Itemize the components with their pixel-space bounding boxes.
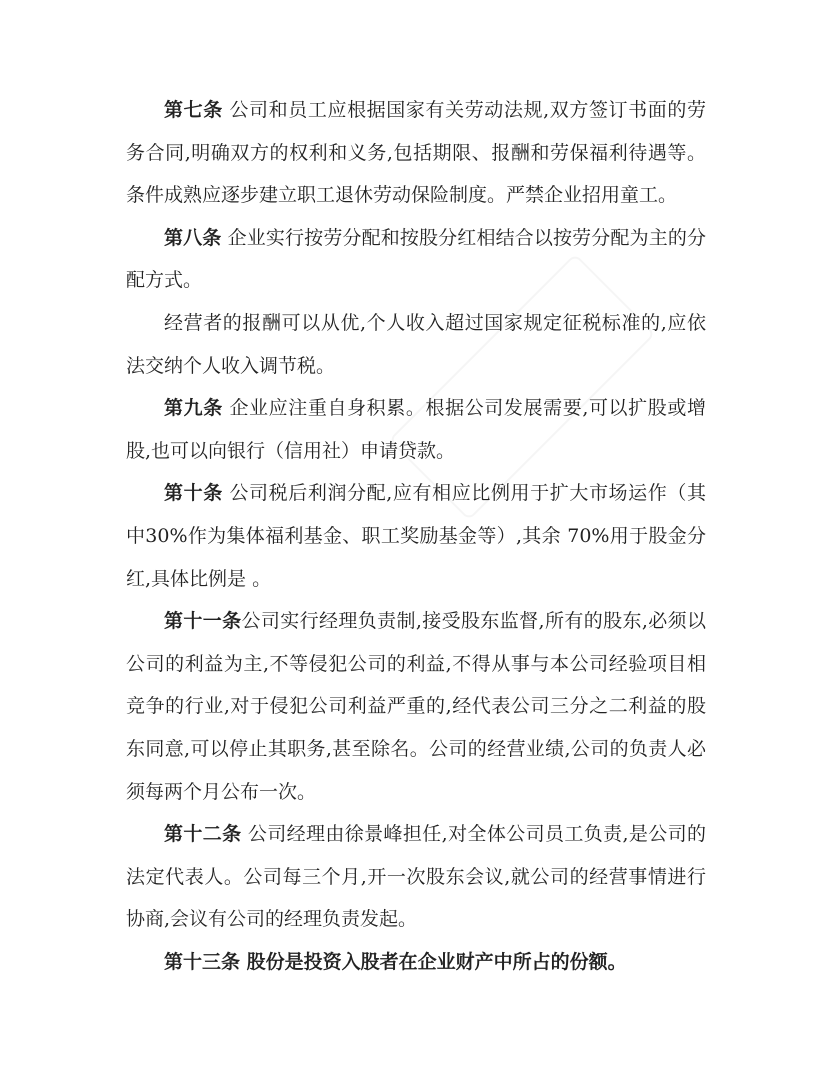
article-11 <box>126 600 706 813</box>
article-8 <box>126 217 706 302</box>
article-text: 企业实行按劳分配和按股分红相结合以按劳分配为主的分配方式。 <box>126 226 706 292</box>
article-heading: 第十条 <box>164 482 223 505</box>
article-heading: 第八条 <box>164 226 222 249</box>
article-text: 公司实行经理负责制,接受股东监督,所有的股东,必须以公司的利益为主,不等侵犯公司的利益,不得从事与本公司经验项目相竞争的行业,对于侵犯公司利益严重的,经代表公司三分之二利益的股东同意,可以停止其职务,甚至除名。公司的经营业绩,公司的负责人必须每两个月公布一次。 <box>126 610 706 803</box>
article-text: 企业应注重自身积累。根据公司发展需要,可以扩股或增股,也可以向银行（信用社）申请贷款。 <box>126 397 706 462</box>
document-body <box>126 89 706 983</box>
article-heading: 第十二条 <box>164 823 242 846</box>
article-text: 公司和员工应根据国家有关劳动法规,双方签订书面的劳务合同,明确双方的权利和义务,包括期限、报酬和劳保福利待遇等。条件成熟应逐步建立职工退休劳动保险制度。严禁企业招用童工。 <box>126 99 706 207</box>
article-10 <box>126 472 706 600</box>
article-text: 公司税后利润分配,应有相应比例用于扩大市场运作（其中30%作为集体福利基金、职工奖励基金等）,其余 70%用于股金分红,具体比例是 。 <box>126 482 706 590</box>
article-13 <box>126 941 706 984</box>
article-heading: 第九条 <box>164 397 223 420</box>
article-9 <box>126 387 706 472</box>
article-text: 经营者的报酬可以从优,个人收入超过国家规定征税标准的,应依法交纳个人收入调节税。 <box>126 311 706 377</box>
article-heading: 第十一条 <box>164 610 242 633</box>
article-8-continued <box>126 302 706 387</box>
article-text: 股份是投资入股者在企业财产中所占的份额。 <box>240 950 627 973</box>
article-7 <box>126 89 706 217</box>
article-heading: 第十三条 <box>164 950 241 973</box>
article-12 <box>126 813 706 941</box>
article-heading: 第七条 <box>164 99 223 121</box>
article-text: 公司经理由徐景峰担任,对全体公司员工负责,是公司的法定代表人。公司每三个月,开一次股东会议,就公司的经营事情进行协商,会议有公司的经理负责发起。 <box>126 823 706 931</box>
